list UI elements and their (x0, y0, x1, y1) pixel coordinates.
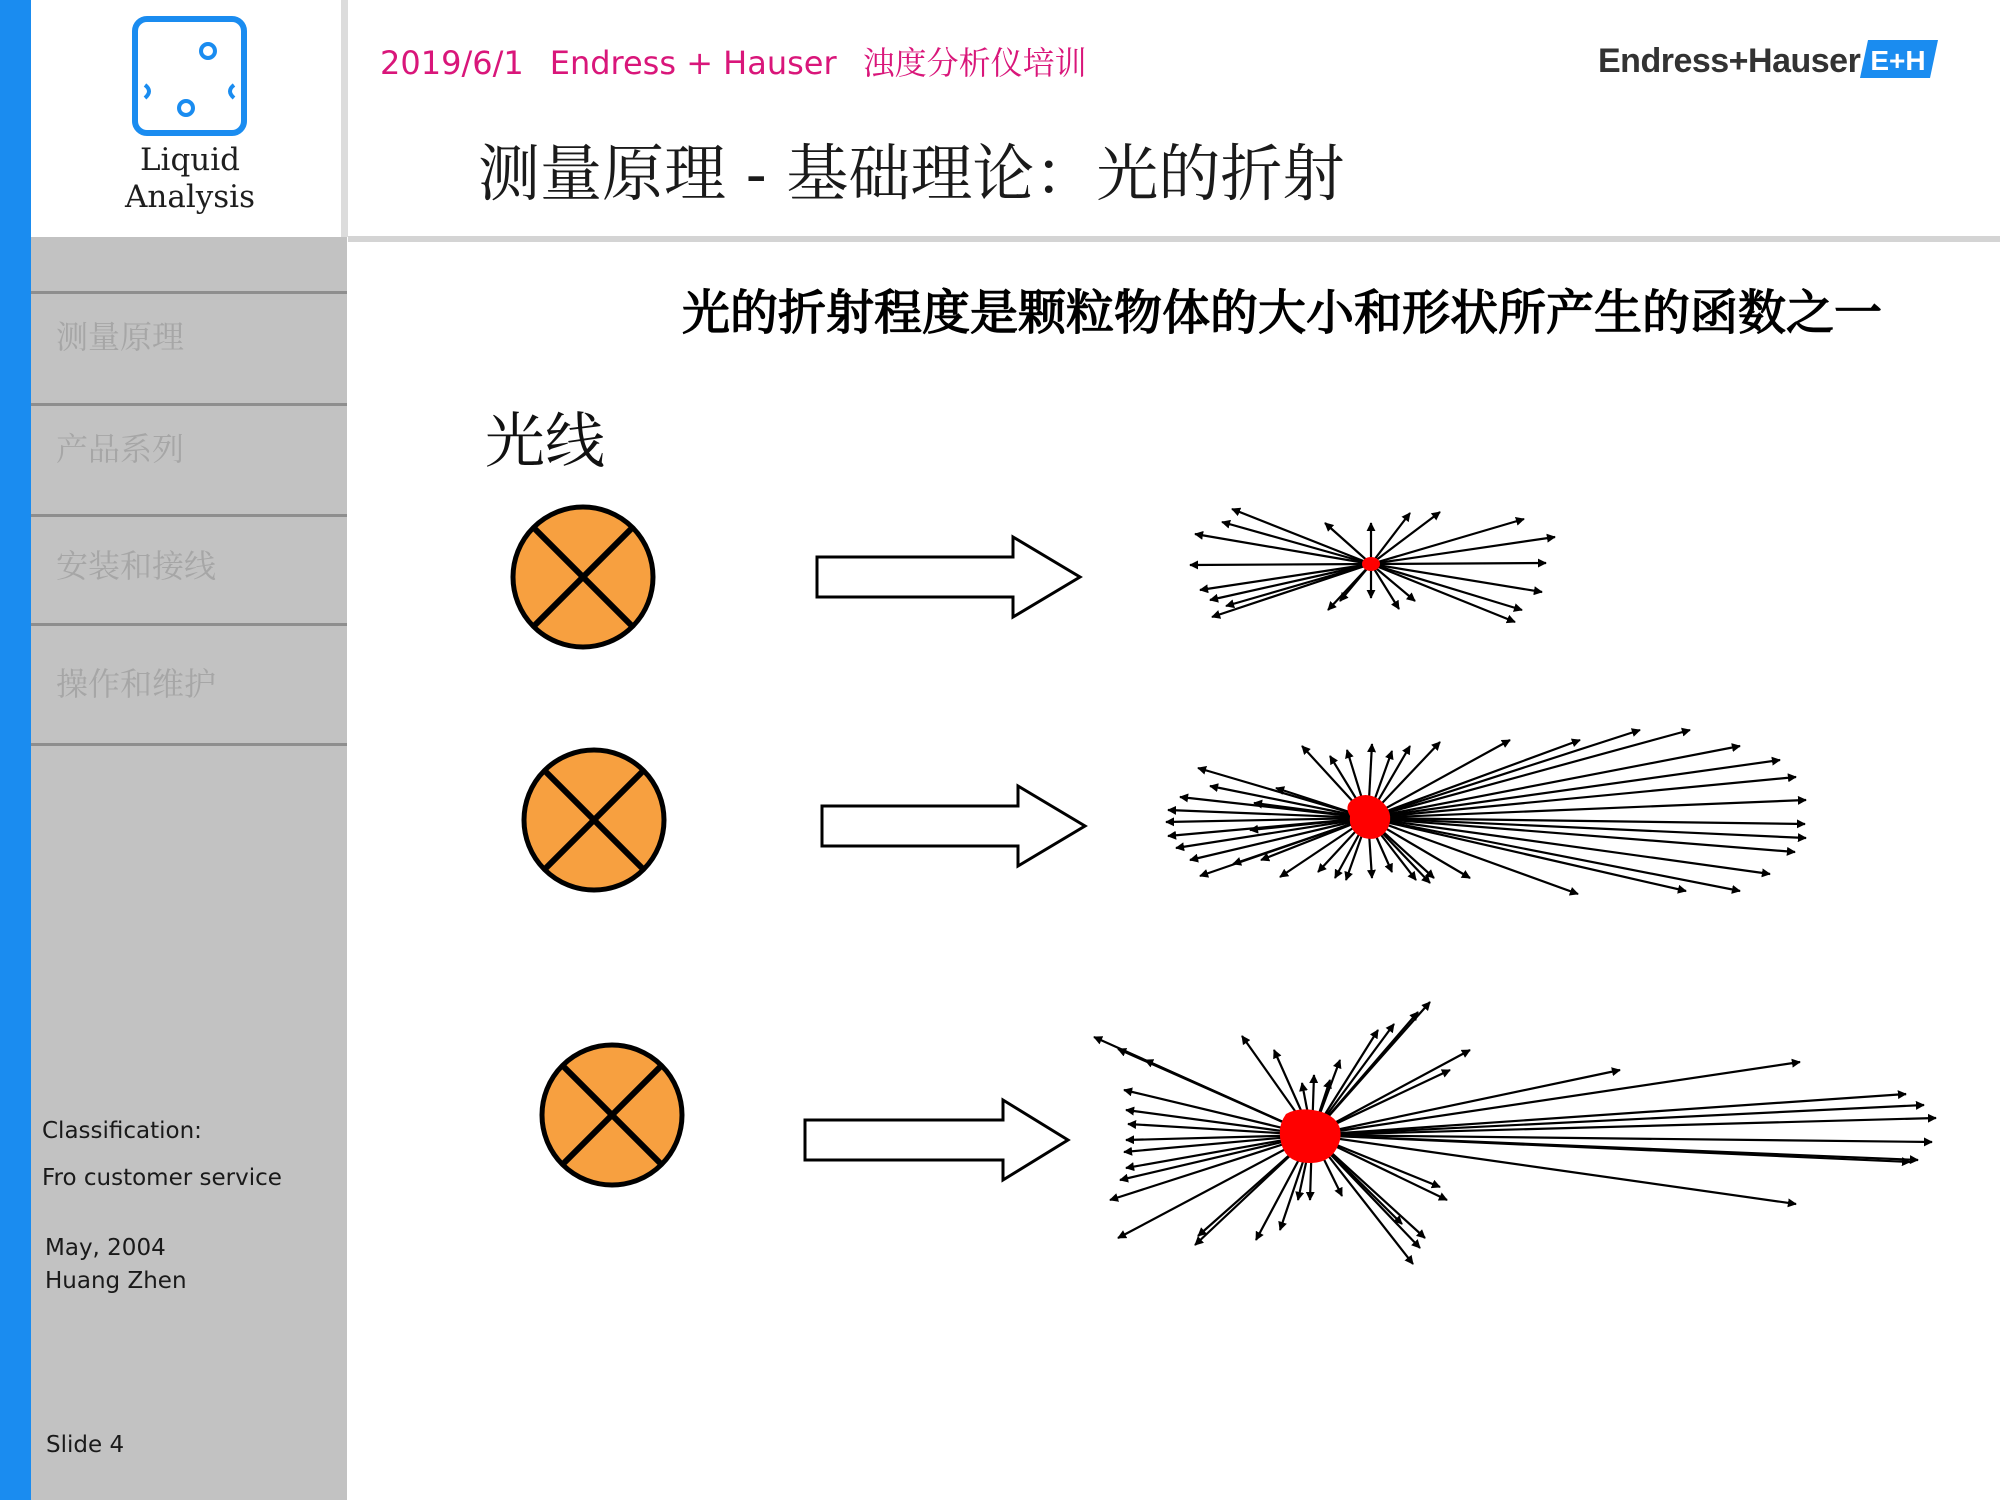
lamp-icon (513, 507, 653, 647)
light-direction-arrow (805, 1100, 1068, 1180)
scatter-pattern-large-particle (1094, 1002, 1936, 1264)
header-company: Endress + Hauser (549, 44, 837, 82)
slide-author: Huang Zhen (45, 1268, 187, 1294)
sidebar-item-products[interactable]: 产品系列 (56, 430, 185, 468)
sidebar-item-principle[interactable]: 测量原理 (56, 318, 185, 356)
scatter-ray (1312, 1094, 1906, 1135)
brand-name: Endress+Hauser (1598, 42, 1861, 80)
classification-value: Fro customer service (42, 1165, 282, 1191)
scatter-ray (1371, 519, 1524, 564)
scatter-ray (1368, 818, 1740, 891)
scatter-ray (1312, 1002, 1430, 1135)
scatter-ray (1210, 564, 1371, 600)
scatter-ray (1368, 740, 1580, 818)
sidebar-item-operation[interactable]: 操作和维护 (56, 665, 217, 703)
brand-mark: E+H (1870, 45, 1926, 76)
particle-small (1362, 557, 1380, 571)
particle-large (1280, 1109, 1341, 1163)
classification-label: Classification: (42, 1118, 202, 1144)
header-date: 2019/6/1 (380, 44, 524, 82)
sidebar-item-installation[interactable]: 安装和接线 (56, 547, 217, 585)
page-title: 测量原理 - 基础理论：光的折射 (478, 137, 1345, 210)
scatter-pattern-medium-particle (1166, 730, 1806, 894)
light-direction-arrow (822, 786, 1085, 866)
slide-number: Slide 4 (46, 1432, 125, 1458)
scatter-ray (1190, 564, 1371, 565)
scatter-ray (1371, 537, 1555, 564)
header-course: 浊度分析仪培训 (862, 44, 1087, 82)
slide-date: May, 2004 (45, 1235, 166, 1261)
scatter-ray (1368, 818, 1578, 894)
logo-line-2: Analysis (125, 179, 255, 215)
scatter-ray (1200, 564, 1371, 590)
light-direction-arrow (817, 537, 1080, 617)
scatter-ray (1371, 564, 1542, 592)
scatter-ray (1371, 564, 1515, 622)
logo-line-1: Liquid (139, 142, 241, 178)
lamp-icon (542, 1045, 682, 1185)
scatter-ray (1368, 730, 1690, 818)
light-label: 光线 (485, 407, 605, 477)
scatter-ray (1371, 563, 1546, 564)
scatter-ray (1232, 509, 1371, 564)
scattering-caption: 光的折射程度是颗粒物体的大小和形状所产生的函数之一 (682, 285, 1883, 341)
lamp-icon (524, 750, 664, 890)
scatter-ray (1371, 564, 1522, 610)
